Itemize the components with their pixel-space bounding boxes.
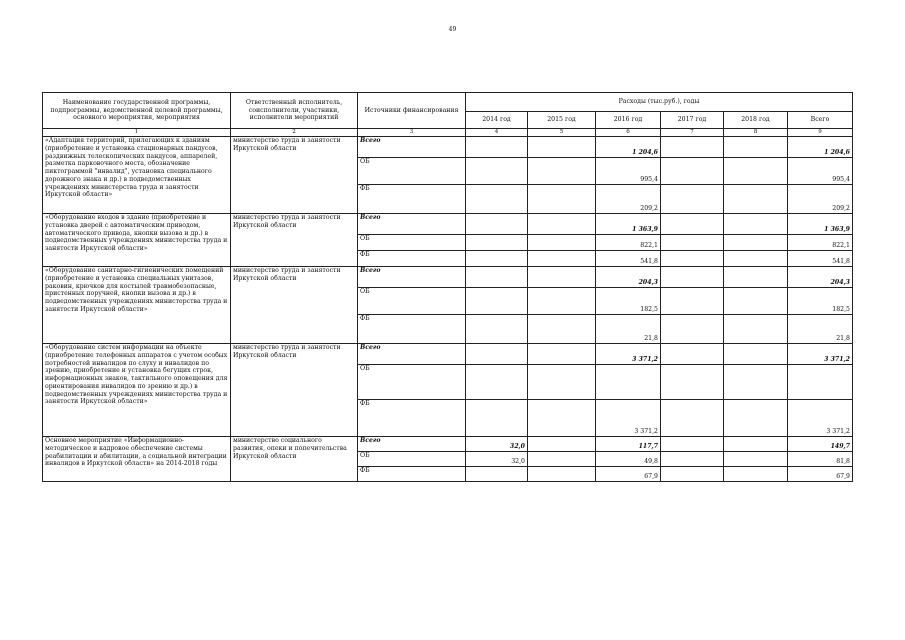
expenses-table bbox=[42, 92, 853, 482]
year-value bbox=[528, 344, 596, 365]
year-value bbox=[528, 467, 596, 482]
year-value bbox=[724, 158, 788, 185]
table-body bbox=[43, 137, 853, 482]
total-value: 3 371,2 bbox=[788, 344, 853, 365]
total-value: 21,8 bbox=[788, 315, 853, 344]
page-number: 49 bbox=[448, 26, 457, 33]
funding-source: ФБ bbox=[358, 400, 466, 437]
total-value: 204,3 bbox=[788, 267, 853, 288]
activity-executor: министерство труда и занятости Иркутской области bbox=[231, 344, 358, 437]
header-year: 2016 год bbox=[596, 112, 661, 129]
year-value bbox=[661, 437, 724, 452]
activity-name: Основное мероприятие «Информационно-методическое и кадровое обеспечение системы реабилитации и абилитации, а социальной интеграции инвалидов в Иркутской области» на 2014-2018 годы bbox=[43, 437, 231, 482]
funding-source: Всего bbox=[358, 214, 466, 235]
year-value bbox=[528, 137, 596, 158]
year-value: 1 363,9 bbox=[596, 214, 661, 235]
year-value: 541,8 bbox=[596, 251, 661, 267]
column-number: 3 bbox=[358, 129, 466, 137]
header-total: Всего bbox=[788, 112, 853, 129]
column-number: 2 bbox=[231, 129, 358, 137]
activity-name: «Адаптация территорий, прилегающих к зданиям (приобретение и установка стационарных пандусов, раздвижных телескопических пандусов, аппарелей, разметка парковочного места, обозначение пиктограммой "инвалид", установка специального дорожного знака и др.) в подведомственных учреждениях министерства труда и занятости Иркутской области» bbox=[43, 137, 231, 214]
year-value bbox=[724, 267, 788, 288]
year-value bbox=[661, 467, 724, 482]
year-value bbox=[661, 185, 724, 214]
year-value bbox=[661, 315, 724, 344]
year-value: 32,0 bbox=[466, 452, 528, 467]
column-number: 4 bbox=[466, 129, 528, 137]
year-value bbox=[466, 288, 528, 315]
total-value: 182,5 bbox=[788, 288, 853, 315]
table-header bbox=[43, 93, 853, 137]
year-value bbox=[724, 137, 788, 158]
column-number: 6 bbox=[596, 129, 661, 137]
year-value bbox=[661, 267, 724, 288]
activity-name: «Оборудование санитарно-гигиенических помещений (приобретение и установка специальных унитазов, раковин, крючков для костылей травмобезопасные, пристенных поручней, кнопки вызова и др.) в подведомственных учреждениях министерства труда и занятости Иркутской области» bbox=[43, 267, 231, 344]
year-value bbox=[528, 267, 596, 288]
funding-source: ФБ bbox=[358, 467, 466, 482]
column-number: 8 bbox=[724, 129, 788, 137]
year-value bbox=[466, 137, 528, 158]
funding-source: ОБ bbox=[358, 235, 466, 251]
column-number: 1 bbox=[43, 129, 231, 137]
total-value: 995,4 bbox=[788, 158, 853, 185]
year-value bbox=[466, 267, 528, 288]
year-value: 21,8 bbox=[596, 315, 661, 344]
year-value bbox=[661, 452, 724, 467]
activity-executor: министерство труда и занятости Иркутской области bbox=[231, 214, 358, 267]
year-value bbox=[724, 251, 788, 267]
year-value bbox=[466, 467, 528, 482]
year-value: 49,8 bbox=[596, 452, 661, 467]
year-value bbox=[528, 235, 596, 251]
year-value bbox=[661, 137, 724, 158]
year-value bbox=[528, 288, 596, 315]
year-value bbox=[724, 400, 788, 437]
total-value: 822,1 bbox=[788, 235, 853, 251]
year-value bbox=[724, 452, 788, 467]
column-number: 9 bbox=[788, 129, 853, 137]
total-value bbox=[788, 365, 853, 400]
year-value bbox=[724, 214, 788, 235]
funding-source: ФБ bbox=[358, 251, 466, 267]
year-value bbox=[724, 235, 788, 251]
year-value: 822,1 bbox=[596, 235, 661, 251]
funding-source: Всего bbox=[358, 344, 466, 365]
year-value bbox=[528, 214, 596, 235]
year-value bbox=[724, 437, 788, 452]
funding-source: ОБ bbox=[358, 365, 466, 400]
funding-source: Всего bbox=[358, 267, 466, 288]
year-value bbox=[528, 452, 596, 467]
year-value: 209,2 bbox=[596, 185, 661, 214]
year-value bbox=[724, 365, 788, 400]
activity-name: «Оборудование входов в здание (приобретение и установка дверей с автоматическим приводом, автоматического привода, кнопки вызова и др.) в подведомственных учреждениях министерства труда и занятости Иркутской области» bbox=[43, 214, 231, 267]
total-value: 1 204,6 bbox=[788, 137, 853, 158]
total-value: 3 371,2 bbox=[788, 400, 853, 437]
total-value: 67,9 bbox=[788, 467, 853, 482]
year-value bbox=[466, 158, 528, 185]
year-value bbox=[724, 185, 788, 214]
year-value bbox=[596, 365, 661, 400]
funding-source: ОБ bbox=[358, 158, 466, 185]
year-value bbox=[466, 344, 528, 365]
funding-source: ФБ bbox=[358, 185, 466, 214]
header-year: 2018 год bbox=[724, 112, 788, 129]
header-year: 2015 год bbox=[528, 112, 596, 129]
year-value: 182,5 bbox=[596, 288, 661, 315]
year-value bbox=[724, 315, 788, 344]
year-value bbox=[528, 437, 596, 452]
year-value bbox=[528, 400, 596, 437]
total-value: 1 363,9 bbox=[788, 214, 853, 235]
year-value: 995,4 bbox=[596, 158, 661, 185]
header-executor: Ответственный исполнитель, соисполнители, участники, исполнители мероприятий bbox=[231, 93, 358, 129]
total-value: 81,8 bbox=[788, 452, 853, 467]
year-value bbox=[661, 251, 724, 267]
activity-executor: министерство социального развития, опеки и попечительства Иркутской области bbox=[231, 437, 358, 482]
funding-source: Всего bbox=[358, 137, 466, 158]
year-value: 3 371,2 bbox=[596, 400, 661, 437]
funding-source: ОБ bbox=[358, 452, 466, 467]
year-value bbox=[466, 315, 528, 344]
header-year: 2014 год bbox=[466, 112, 528, 129]
table-row bbox=[43, 344, 853, 365]
total-value: 149,7 bbox=[788, 437, 853, 452]
table-row bbox=[43, 137, 853, 158]
year-value bbox=[661, 400, 724, 437]
header-expenses: Расходы (тыс.руб.), годы bbox=[466, 93, 853, 112]
year-value: 32,0 bbox=[466, 437, 528, 452]
activity-name: «Оборудование систем информации на объекте (приобретение телефонных аппаратов с учетом особых потребностей инвалидов по слуху и инвалидов по зрению, приобретение и установка бегущих строк, информационных знаков, тактильного оповещения для ориентирования инвалидов по зрению и др.) в подведомственных учреждениях министерства труда и занятости Иркутской области» bbox=[43, 344, 231, 437]
year-value bbox=[528, 365, 596, 400]
year-value bbox=[466, 400, 528, 437]
year-value bbox=[661, 214, 724, 235]
total-value: 541,8 bbox=[788, 251, 853, 267]
year-value bbox=[528, 315, 596, 344]
funding-source: Всего bbox=[358, 437, 466, 452]
activity-executor: министерство труда и занятости Иркутской области bbox=[231, 137, 358, 214]
activity-executor: министерство труда и занятости Иркутской области bbox=[231, 267, 358, 344]
year-value bbox=[466, 235, 528, 251]
year-value bbox=[466, 251, 528, 267]
table-row bbox=[43, 267, 853, 288]
header-source: Источники финансирования bbox=[358, 93, 466, 129]
year-value bbox=[528, 158, 596, 185]
column-number: 5 bbox=[528, 129, 596, 137]
year-value bbox=[466, 214, 528, 235]
year-value bbox=[661, 235, 724, 251]
table-row bbox=[43, 437, 853, 452]
year-value bbox=[466, 365, 528, 400]
funding-source: ФБ bbox=[358, 315, 466, 344]
total-value: 209,2 bbox=[788, 185, 853, 214]
year-value bbox=[724, 467, 788, 482]
year-value bbox=[661, 344, 724, 365]
year-value: 67,9 bbox=[596, 467, 661, 482]
table-row bbox=[43, 214, 853, 235]
year-value bbox=[724, 288, 788, 315]
year-value bbox=[528, 251, 596, 267]
year-value: 3 371,2 bbox=[596, 344, 661, 365]
year-value bbox=[528, 185, 596, 214]
year-value bbox=[661, 365, 724, 400]
funding-source: ОБ bbox=[358, 288, 466, 315]
year-value bbox=[724, 344, 788, 365]
year-value: 1 204,6 bbox=[596, 137, 661, 158]
column-number: 7 bbox=[661, 129, 724, 137]
year-value bbox=[661, 158, 724, 185]
year-value bbox=[466, 185, 528, 214]
year-value: 117,7 bbox=[596, 437, 661, 452]
year-value bbox=[661, 288, 724, 315]
year-value: 204,3 bbox=[596, 267, 661, 288]
header-year: 2017 год bbox=[661, 112, 724, 129]
header-name: Наименование государственной программы, подпрограммы, ведомственной целевой программы, основного мероприятия, мероприятия bbox=[43, 93, 231, 129]
